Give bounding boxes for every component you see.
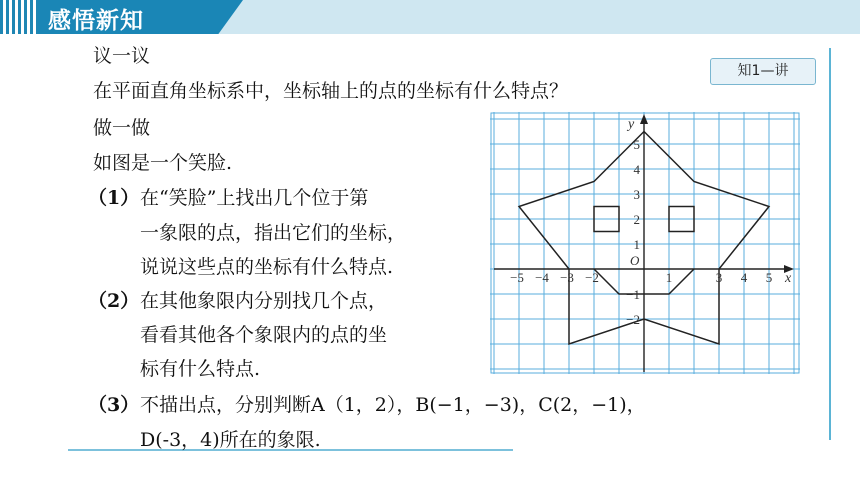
x-tick-label: −4 [535, 270, 549, 285]
grid-border [491, 113, 799, 373]
smiley-face-grid-diagram [490, 112, 800, 374]
intro-text: 如图是一个笑脸. [93, 152, 233, 174]
axes [494, 114, 794, 372]
y-tick-label: −2 [626, 312, 640, 327]
y-tick-label: −1 [626, 287, 640, 302]
y-tick-label: 5 [633, 137, 640, 152]
y-tick-label: 1 [633, 237, 640, 252]
y-tick-label: 3 [633, 187, 640, 202]
item3-line1: 不描出点，分别判断A（1，2），B(−1，−3)，C(2，−1)， [140, 394, 646, 416]
section-badge: 知1—讲 [710, 58, 816, 85]
x-tick-label: 5 [765, 270, 773, 285]
do-title: 做一做 [93, 117, 151, 139]
item2-number: （2） [88, 290, 140, 312]
item1-line3: 说说这些点的坐标有什么特点. [140, 256, 394, 278]
x-tick-label: 1 [665, 270, 673, 285]
item1-line2: 一象限的点，指出它们的坐标， [140, 222, 407, 244]
discuss-title: 议一议 [93, 45, 151, 67]
header-stripes [0, 0, 38, 34]
item3-number: （3） [88, 394, 140, 416]
x-tick-label: 3 [715, 270, 723, 285]
item1-number: （1） [88, 187, 140, 209]
item2-line1: 在其他象限内分别找几个点， [140, 290, 388, 312]
y-axis-label: y [628, 117, 635, 132]
x-tick-label: −2 [585, 270, 599, 285]
x-tick-label: −5 [510, 270, 524, 285]
x-axis-label: x [785, 271, 792, 286]
item1-line1: 在“笑脸”上找出几个位于第 [140, 187, 369, 209]
origin-label: O [630, 253, 640, 268]
item2-line3: 标有什么特点. [140, 358, 261, 380]
right-divider [829, 48, 831, 440]
y-tick-label: 2 [633, 212, 640, 227]
y-tick-label: 4 [633, 162, 640, 177]
item2-line2: 看看其他各个象限内的点的坐 [140, 324, 388, 346]
x-tick-label: 4 [740, 270, 748, 285]
grid-lines [490, 112, 800, 374]
page-title: 感悟新知 [48, 8, 144, 34]
x-tick-label: −3 [560, 270, 574, 285]
question-text: 在平面直角坐标系中，坐标轴上的点的坐标有什么特点？ [93, 80, 569, 102]
item3-line2: D(-3，4)所在的象限. [140, 429, 321, 451]
axis-labels [510, 117, 792, 327]
